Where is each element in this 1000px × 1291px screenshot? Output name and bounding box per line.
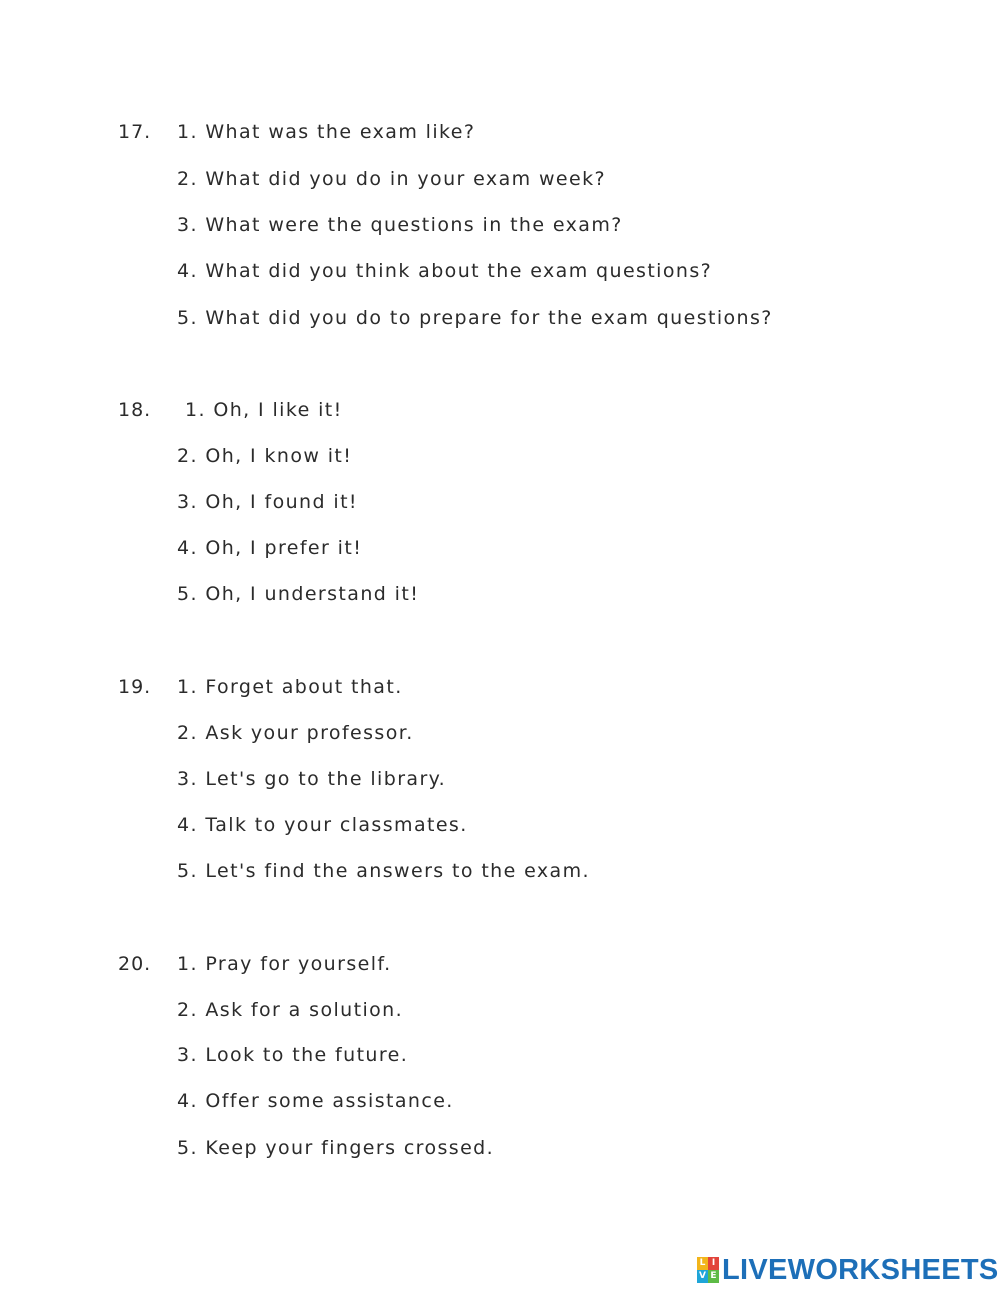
- liveworksheets-logo: [697, 1254, 999, 1286]
- answer-option[interactable]: 3. Let's go to the library.: [177, 768, 447, 790]
- logo-blocks-icon: [697, 1257, 719, 1283]
- answer-option[interactable]: 4. Talk to your classmates.: [177, 814, 468, 836]
- answer-option[interactable]: 2. What did you do in your exam week?: [177, 168, 606, 190]
- answer-option[interactable]: 1. Forget about that.: [177, 676, 403, 698]
- question-number: 19.: [118, 676, 152, 698]
- answer-option[interactable]: 3. What were the questions in the exam?: [177, 214, 623, 236]
- logo-block: V: [697, 1270, 708, 1283]
- answer-option[interactable]: 1. Oh, I like it!: [185, 399, 343, 421]
- answer-option[interactable]: 5. Oh, I understand it!: [177, 583, 420, 605]
- question-number: 17.: [118, 121, 152, 143]
- answer-option[interactable]: 5. Keep your fingers crossed.: [177, 1137, 495, 1159]
- answer-option[interactable]: 1. What was the exam like?: [177, 121, 476, 143]
- question-number: 18.: [118, 399, 152, 421]
- answer-option[interactable]: 2. Ask for a solution.: [177, 999, 404, 1021]
- answer-option[interactable]: 4. Oh, I prefer it!: [177, 537, 363, 559]
- answer-option[interactable]: 3. Oh, I found it!: [177, 491, 358, 513]
- answer-option[interactable]: 2. Ask your professor.: [177, 722, 414, 744]
- answer-option[interactable]: 3. Look to the future.: [177, 1044, 409, 1066]
- answer-option[interactable]: 5. Let's find the answers to the exam.: [177, 860, 590, 882]
- question-number: 20.: [118, 953, 152, 975]
- logo-text: LIVEWORKSHEETS: [722, 1254, 999, 1286]
- answer-option[interactable]: 5. What did you do to prepare for the exam questions?: [177, 307, 773, 329]
- answer-option[interactable]: 4. Offer some assistance.: [177, 1090, 454, 1112]
- logo-block: L: [697, 1257, 708, 1270]
- answer-option[interactable]: 2. Oh, I know it!: [177, 445, 353, 467]
- logo-block: E: [708, 1270, 719, 1283]
- answer-option[interactable]: 4. What did you think about the exam questions?: [177, 260, 713, 282]
- answer-option[interactable]: 1. Pray for yourself.: [177, 953, 392, 975]
- logo-block: I: [708, 1257, 719, 1270]
